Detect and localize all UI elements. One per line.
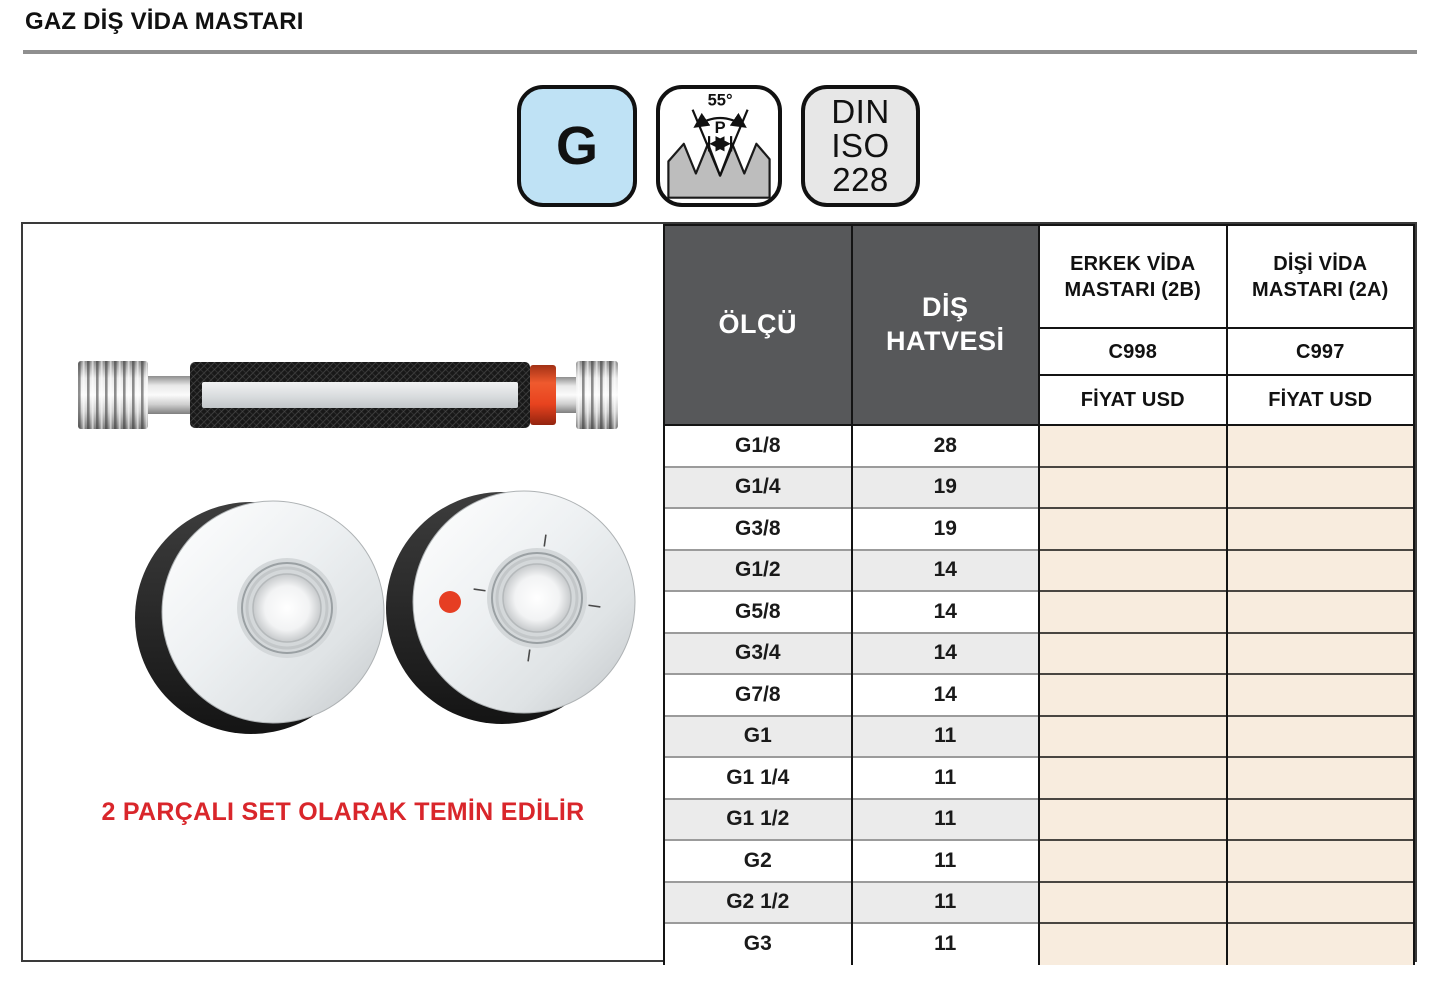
pitch-cell: 11 [852,882,1040,924]
pitch-cell: 28 [852,425,1040,467]
size-cell: G1/2 [664,550,852,592]
price-2b-cell [1039,550,1227,592]
table-row [664,550,1414,592]
price-2a-cell [1227,425,1415,467]
table-body [664,425,1414,965]
price-2b-cell [1039,923,1227,965]
spec-table-area [663,224,1415,960]
standard-line: ISO [831,126,890,164]
price-2a-cell [1227,799,1415,841]
table-row [664,508,1414,550]
table-row [664,757,1414,799]
pitch-cell: 11 [852,923,1040,965]
table-row [664,467,1414,509]
price-2a-cell [1227,674,1415,716]
table-row [664,882,1414,924]
pitch-cell: 11 [852,757,1040,799]
pitch-column-header: DİŞ HATVESİ [852,225,1040,425]
pitch-cell: 14 [852,591,1040,633]
price-2b-cell [1039,716,1227,758]
content-box [21,222,1417,962]
price-2a-cell [1227,550,1415,592]
price-2a-cell [1227,757,1415,799]
female-gauge-header: DİŞİ VİDA MASTARI (2A) [1227,225,1415,328]
table-row [664,716,1414,758]
size-cell: G2 1/2 [664,882,852,924]
size-cell: G3 [664,923,852,965]
price-2b-cell [1039,757,1227,799]
left-shaft [148,376,192,414]
go-ring-gauge [135,501,384,734]
male-price-header: FİYAT USD [1039,375,1227,425]
nogo-red-ring [530,365,556,425]
angle-label: 55° [707,91,733,110]
pitch-cell: 11 [852,716,1040,758]
thread-profile-icon [663,91,775,201]
price-2a-cell [1227,591,1415,633]
price-2a-cell [1227,633,1415,675]
price-2b-cell [1039,425,1227,467]
product-figure-area [23,224,663,960]
size-cell: G3/4 [664,633,852,675]
table-row [664,674,1414,716]
pitch-cell: 11 [852,840,1040,882]
size-cell: G1 1/2 [664,799,852,841]
pitch-cell: 11 [852,799,1040,841]
size-cell: G7/8 [664,674,852,716]
right-shaft [556,377,576,413]
price-2a-cell [1227,467,1415,509]
price-2a-cell [1227,840,1415,882]
page-title: GAZ DİŞ VİDA MASTARI [25,8,304,35]
thread-profile-badge [656,85,782,207]
size-cell: G2 [664,840,852,882]
standard-line: DIN [831,92,890,130]
price-2b-cell [1039,508,1227,550]
price-2b-cell [1039,467,1227,509]
pitch-cell: 19 [852,508,1040,550]
size-cell: G1 1/4 [664,757,852,799]
price-2b-cell [1039,633,1227,675]
table-row [664,633,1414,675]
spec-table [663,224,1415,965]
price-2b-cell [1039,674,1227,716]
size-cell: G5/8 [664,591,852,633]
table-row [664,799,1414,841]
table-row [664,425,1414,467]
price-2a-cell [1227,508,1415,550]
price-2b-cell [1039,799,1227,841]
female-price-header: FİYAT USD [1227,375,1415,425]
standard-badge [801,85,920,207]
nogo-red-dot [439,591,461,613]
price-2b-cell [1039,591,1227,633]
size-cell: G1 [664,716,852,758]
thread-type-badge [517,85,637,207]
size-cell: G3/8 [664,508,852,550]
price-2b-cell [1039,882,1227,924]
size-column-header: ÖLÇÜ [664,225,852,425]
table-row [664,923,1414,965]
price-2a-cell [1227,716,1415,758]
nogo-ring-gauge [386,491,635,724]
pitch-cell: 14 [852,550,1040,592]
price-2a-cell [1227,923,1415,965]
size-cell: G1/4 [664,467,852,509]
pitch-cell: 14 [852,674,1040,716]
spec-badges [517,85,920,207]
pitch-cell: 19 [852,467,1040,509]
male-gauge-code: C998 [1039,328,1227,375]
price-2b-cell [1039,840,1227,882]
pitch-cell: 14 [852,633,1040,675]
female-gauge-code: C997 [1227,328,1415,375]
pitch-label: P [714,118,726,137]
thread-plug-gauge-image [78,359,618,431]
price-2a-cell [1227,882,1415,924]
handle-label-band [202,382,518,408]
standard-line: 228 [832,161,889,199]
size-cell: G1/8 [664,425,852,467]
title-divider [23,50,1417,54]
table-row [664,840,1414,882]
male-gauge-header: ERKEK VİDA MASTARI (2B) [1039,225,1227,328]
figure-caption: 2 PARÇALI SET OLARAK TEMİN EDİLİR [101,798,585,826]
thread-type-letter: G [555,116,598,176]
table-row [664,591,1414,633]
ring-gauges-image [133,484,638,746]
